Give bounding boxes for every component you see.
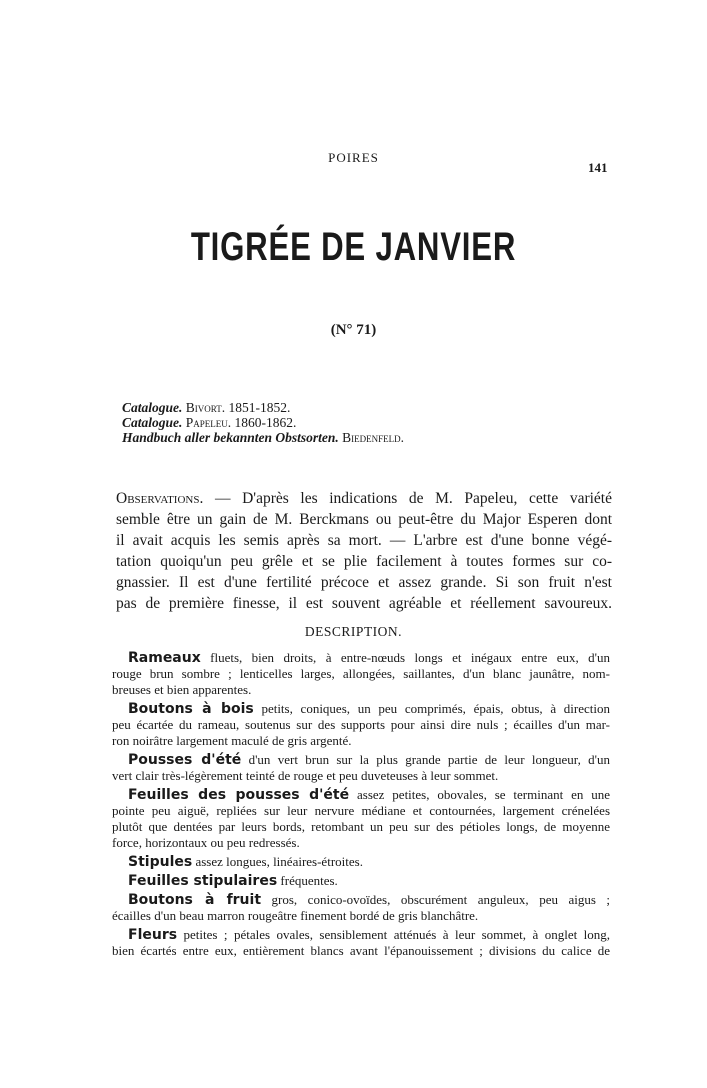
running-head: POIRES [328,150,379,165]
line-text: assez longues, linéaires-étroites. [195,854,363,869]
description-line [112,701,610,717]
reference-author: Papeleu. [185,415,232,430]
description-line [112,682,610,698]
line-text: assez petites, obovales, se terminant en une [357,787,610,802]
line-text: plutôt que dentées par leurs bords, retombant un peu sur des pétioles longs, de moyenne [112,819,610,834]
description-paragraph [112,892,610,924]
description-line [112,819,610,835]
line-text: gros, conico-ovoïdes, obscurément anguleux, peu aigus ; [271,892,611,907]
description-line [112,666,610,682]
line-text: peu écartée du rameau, soutenus sur des supports pour ainsi dire nuls ; écailles d'un mar- [112,717,610,732]
description-line [112,717,610,733]
observation-line [116,530,612,551]
description-paragraph [112,854,610,870]
reference-line [122,400,404,415]
line-text: pointe peu aiguë, repliées sur leur nervure médiane et contournées, largement crénelées [112,803,610,818]
line-text: ron noirâtre largement maculé de gris argenté. [112,733,352,748]
page-number: 141 [588,160,608,175]
line-text: petits, coniques, un peu comprimés, épais, obtus, à direction [261,701,611,716]
description-term: Rameaux [128,650,201,666]
line-text: bien écartés entre eux, entièrement blancs avant l'épanouissement ; divisions du calice de [112,943,610,958]
reference-years: 1860-1862. [234,415,297,430]
line-text: tation quoiqu'un peu grêle et se plie facilement à toutes formes sur co- [116,553,612,570]
description-line [112,943,610,959]
description-term: Stipules [128,854,193,870]
description-term: Boutons à fruit [128,892,262,908]
variety-number: (N° 71) [330,322,377,338]
description-line [112,787,610,803]
line-text: il avait acquis les semis après sa mort. — L'arbre est d'une bonne végé- [116,532,612,549]
line-text: d'un vert brun sur la plus grande partie de leur longueur, d'un [248,752,610,767]
description-line [112,650,610,666]
line-text: fréquentes. [280,873,338,888]
line-text: semble être un gain de M. Berckmans ou peut-être du Major Esperen dont [116,511,612,528]
references [122,400,404,445]
line-text: écailles d'un beau marron rougeâtre finement bordé de gris blanchâtre. [112,908,479,923]
description-line [112,892,610,908]
description [112,650,610,962]
description-line [112,803,610,819]
line-text: breuses et bien apparentes. [112,682,252,697]
description-term: Boutons à bois [128,701,254,717]
observation-line [116,509,612,530]
observation-line [116,551,612,572]
reference-years: 1851-1852. [228,400,291,415]
description-line [112,768,610,784]
line-text: vert clair très-légèrement teinté de rouge et peu duveteuses à leur sommet. [112,768,499,783]
description-line [112,873,610,889]
description-line [112,835,610,851]
observations-label: Observations. [116,490,204,507]
reference-line [122,415,404,430]
description-paragraph [112,873,610,889]
line-text: force, horizontaux ou peu redressés. [112,835,300,850]
line-text: fluets, bien droits, à entre-nœuds longs et inégaux entre eux, d'un [210,650,610,665]
description-line [112,752,610,768]
description-paragraph [112,752,610,784]
observation-line [116,488,612,509]
reference-author: Bivort. [185,400,226,415]
reference-author: Biedenfeld. [342,430,405,445]
observations [116,488,612,614]
description-line [112,908,610,924]
description-term: Pousses d'été [128,752,242,768]
reference-work: Catalogue. [122,415,183,430]
description-paragraph [112,787,610,851]
line-text: — D'après les indications de M. Papeleu, cette variété [214,490,612,507]
line-text: petites ; pétales ovales, sensiblement atténués à leur sommet, à onglet long, [183,927,611,942]
description-line [112,854,610,870]
description-line [112,733,610,749]
observation-line [116,593,612,614]
description-term: Fleurs [128,927,178,943]
description-paragraph [112,701,610,749]
page-title: TIGRÉE DE JANVIER [190,225,517,269]
description-term: Feuilles des pousses d'été [128,787,350,803]
description-heading: DESCRIPTION. [304,624,403,639]
line-text: gnassier. Il est d'une fertilité précoce et assez grande. Si son fruit n'est [116,574,612,591]
reference-work: Catalogue. [122,400,183,415]
line-text: rouge brun sombre ; lenticelles larges, allongées, saillantes, d'un blanc jaunâtre, nom- [112,666,610,681]
reference-work: Handbuch aller bekannten Obstsorten. [122,430,339,445]
description-term: Feuilles stipulaires [128,873,278,889]
line-text: pas de première finesse, il est souvent agréable et réellement savoureux. [116,595,612,612]
observation-line [116,572,612,593]
reference-line [122,430,404,445]
description-line [112,927,610,943]
description-paragraph [112,650,610,698]
description-paragraph [112,927,610,959]
